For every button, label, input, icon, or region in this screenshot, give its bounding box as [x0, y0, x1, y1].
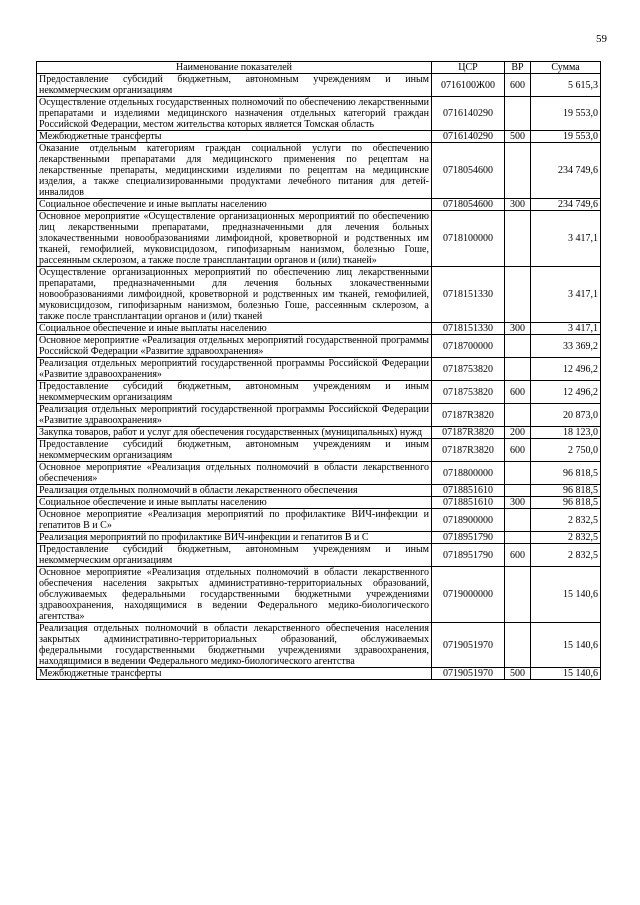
cell-sum: 20 873,0 [531, 404, 601, 427]
cell-sum: 33 369,2 [531, 335, 601, 358]
cell-vr: 200 [505, 427, 531, 439]
cell-sum: 12 496,2 [531, 381, 601, 404]
table-row [37, 532, 601, 544]
cell-vr [505, 567, 531, 623]
cell-name: Межбюджетные трансферты [37, 668, 432, 680]
cell-vr: 600 [505, 74, 531, 97]
table-row [37, 544, 601, 567]
cell-sum: 234 749,6 [531, 143, 601, 199]
cell-csr: 0716140290 [432, 131, 505, 143]
table-row [37, 567, 601, 623]
table-row [37, 668, 601, 680]
cell-name: Предоставление субсидий бюджетным, автономным учреждениям и иным некоммерческим организациям [37, 74, 432, 97]
cell-name: Основное мероприятие «Осуществление организационных мероприятий по обеспечению лиц лекарственными препаратами, предназначенными для лечения больных злокачественными новообразованиями лимфоидной, кроветворной и родственных им тканей, гемофилией, муковисцидозом, гипофизарным нанизмом, болезнью Гоше, рассеянным склерозом, а также после трансплантации органов и (или) тканей» [37, 211, 432, 267]
cell-vr: 300 [505, 497, 531, 509]
cell-vr: 600 [505, 544, 531, 567]
cell-vr: 500 [505, 668, 531, 680]
page-number: 59 [596, 33, 607, 45]
cell-sum: 12 496,2 [531, 358, 601, 381]
cell-name: Осуществление отдельных государственных полномочий по обеспечению лекарственными препаратами и изделиями медицинского назначения отдельных категорий граждан Российской Федерации, местом жительства которых является Томская область [37, 97, 432, 131]
cell-vr: 300 [505, 323, 531, 335]
cell-vr: 300 [505, 199, 531, 211]
table-row [37, 427, 601, 439]
cell-vr [505, 335, 531, 358]
cell-sum: 3 417,1 [531, 267, 601, 323]
cell-csr: 0719051970 [432, 623, 505, 668]
cell-sum: 18 123,0 [531, 427, 601, 439]
cell-name: Предоставление субсидий бюджетным, автономным учреждениям и иным некоммерческим организациям [37, 544, 432, 567]
cell-sum: 2 832,5 [531, 532, 601, 544]
cell-name: Реализация отдельных полномочий в области лекарственного обеспечения [37, 485, 432, 497]
cell-name: Оказание отдельным категориям граждан социальной услуги по обеспечению лекарственными препаратами для медицинского применения по рецептам на лекарственные препараты, медицинскими изделиями по рецептам на медицинские изделия, а также специализированными продуктами лечебного питания для детей-инвалидов [37, 143, 432, 199]
cell-csr: 0718054600 [432, 199, 505, 211]
cell-vr [505, 211, 531, 267]
table-row [37, 97, 601, 131]
cell-name: Предоставление субсидий бюджетным, автономным учреждениям и иным некоммерческим организациям [37, 381, 432, 404]
cell-csr: 0718100000 [432, 211, 505, 267]
cell-csr: 0718951790 [432, 544, 505, 567]
cell-csr: 07187R3820 [432, 439, 505, 462]
cell-csr: 0718753820 [432, 381, 505, 404]
cell-name: Реализация отдельных мероприятий государственной программы Российской Федерации «Развитие здравоохранения» [37, 358, 432, 381]
cell-vr [505, 509, 531, 532]
table-row [37, 439, 601, 462]
cell-csr: 07187R3820 [432, 404, 505, 427]
table-row [37, 497, 601, 509]
cell-name: Социальное обеспечение и иные выплаты населению [37, 323, 432, 335]
cell-sum: 19 553,0 [531, 131, 601, 143]
cell-csr: 07187R3820 [432, 427, 505, 439]
table-row [37, 323, 601, 335]
cell-csr: 0718054600 [432, 143, 505, 199]
cell-csr: 0718753820 [432, 358, 505, 381]
cell-name: Реализация мероприятий по профилактике ВИЧ-инфекции и гепатитов В и С [37, 532, 432, 544]
table-row [37, 404, 601, 427]
cell-vr [505, 404, 531, 427]
cell-vr: 600 [505, 381, 531, 404]
cell-vr [505, 143, 531, 199]
cell-csr: 0719000000 [432, 567, 505, 623]
cell-vr [505, 462, 531, 485]
table-row [37, 199, 601, 211]
table-row [37, 623, 601, 668]
cell-sum: 96 818,5 [531, 485, 601, 497]
cell-csr: 0718951790 [432, 532, 505, 544]
cell-vr [505, 267, 531, 323]
cell-sum: 96 818,5 [531, 462, 601, 485]
header-name: Наименование показателей [37, 62, 432, 74]
cell-sum: 2 750,0 [531, 439, 601, 462]
cell-name: Межбюджетные трансферты [37, 131, 432, 143]
table-row [37, 509, 601, 532]
cell-csr: 0719051970 [432, 668, 505, 680]
cell-sum: 5 615,3 [531, 74, 601, 97]
cell-name: Основное мероприятие «Реализация мероприятий по профилактике ВИЧ-инфекции и гепатитов В и С» [37, 509, 432, 532]
cell-name: Социальное обеспечение и иные выплаты населению [37, 199, 432, 211]
table-row [37, 381, 601, 404]
cell-csr: 0718151330 [432, 323, 505, 335]
cell-csr: 0718851610 [432, 485, 505, 497]
cell-name: Осуществление организационных мероприятий по обеспечению лиц лекарственными препаратами, предназначенными для лечения больных злокачественными новообразованиями лимфоидной, кроветворной и родственных им тканей, гемофилией, муковисцидозом, гипофизарным нанизмом, болезнью Гоше, рассеянным склерозом, а также после трансплантации органов и (или) тканей [37, 267, 432, 323]
cell-vr [505, 485, 531, 497]
table-row [37, 267, 601, 323]
header-sum: Сумма [531, 62, 601, 74]
cell-vr [505, 358, 531, 381]
cell-sum: 15 140,6 [531, 567, 601, 623]
cell-name: Предоставление субсидий бюджетным, автономным учреждениям и иным некоммерческим организациям [37, 439, 432, 462]
cell-csr: 0718800000 [432, 462, 505, 485]
cell-csr: 0718700000 [432, 335, 505, 358]
table-body [37, 74, 601, 680]
cell-vr: 600 [505, 439, 531, 462]
table-header-row [37, 62, 601, 74]
cell-vr [505, 532, 531, 544]
cell-sum: 234 749,6 [531, 199, 601, 211]
table-row [37, 462, 601, 485]
cell-vr [505, 623, 531, 668]
cell-name: Закупка товаров, работ и услуг для обеспечения государственных (муниципальных) нужд [37, 427, 432, 439]
cell-csr: 0718900000 [432, 509, 505, 532]
cell-name: Основное мероприятие «Реализация отдельных полномочий в области лекарственного обеспечения» [37, 462, 432, 485]
table-row [37, 211, 601, 267]
table-row [37, 335, 601, 358]
header-vr: ВР [505, 62, 531, 74]
cell-name: Основное мероприятие «Реализация отдельных полномочий в области лекарственного обеспечения населения закрытых административно-территориальных образований, обслуживаемых федеральными государственными бюджетными учреждениями здравоохранения, находящимися в ведении Федерального медико-биологического агентства» [37, 567, 432, 623]
cell-csr: 0716140290 [432, 97, 505, 131]
cell-sum: 19 553,0 [531, 97, 601, 131]
table-row [37, 74, 601, 97]
cell-sum: 15 140,6 [531, 668, 601, 680]
cell-csr: 0718851610 [432, 497, 505, 509]
header-csr: ЦСР [432, 62, 505, 74]
cell-name: Основное мероприятие «Реализация отдельных мероприятий государственной программы Российской Федерации «Развитие здравоохранения» [37, 335, 432, 358]
table-row [37, 131, 601, 143]
budget-table [36, 61, 601, 680]
cell-name: Социальное обеспечение и иные выплаты населению [37, 497, 432, 509]
cell-sum: 15 140,6 [531, 623, 601, 668]
cell-sum: 96 818,5 [531, 497, 601, 509]
table-row [37, 143, 601, 199]
cell-sum: 2 832,5 [531, 544, 601, 567]
cell-sum: 3 417,1 [531, 211, 601, 267]
cell-sum: 3 417,1 [531, 323, 601, 335]
cell-vr: 500 [505, 131, 531, 143]
table-row [37, 358, 601, 381]
cell-csr: 0716100Ж00 [432, 74, 505, 97]
cell-vr [505, 97, 531, 131]
cell-name: Реализация отдельных мероприятий государственной программы Российской Федерации «Развитие здравоохранения» [37, 404, 432, 427]
cell-sum: 2 832,5 [531, 509, 601, 532]
table-row [37, 485, 601, 497]
cell-csr: 0718151330 [432, 267, 505, 323]
cell-name: Реализация отдельных полномочий в области лекарственного обеспечения населения закрытых административно-территориальных образований, обслуживаемых федеральными государственными бюджетными учреждениями здравоохранения, находящимися в ведении Федерального медико-биологического агентства [37, 623, 432, 668]
